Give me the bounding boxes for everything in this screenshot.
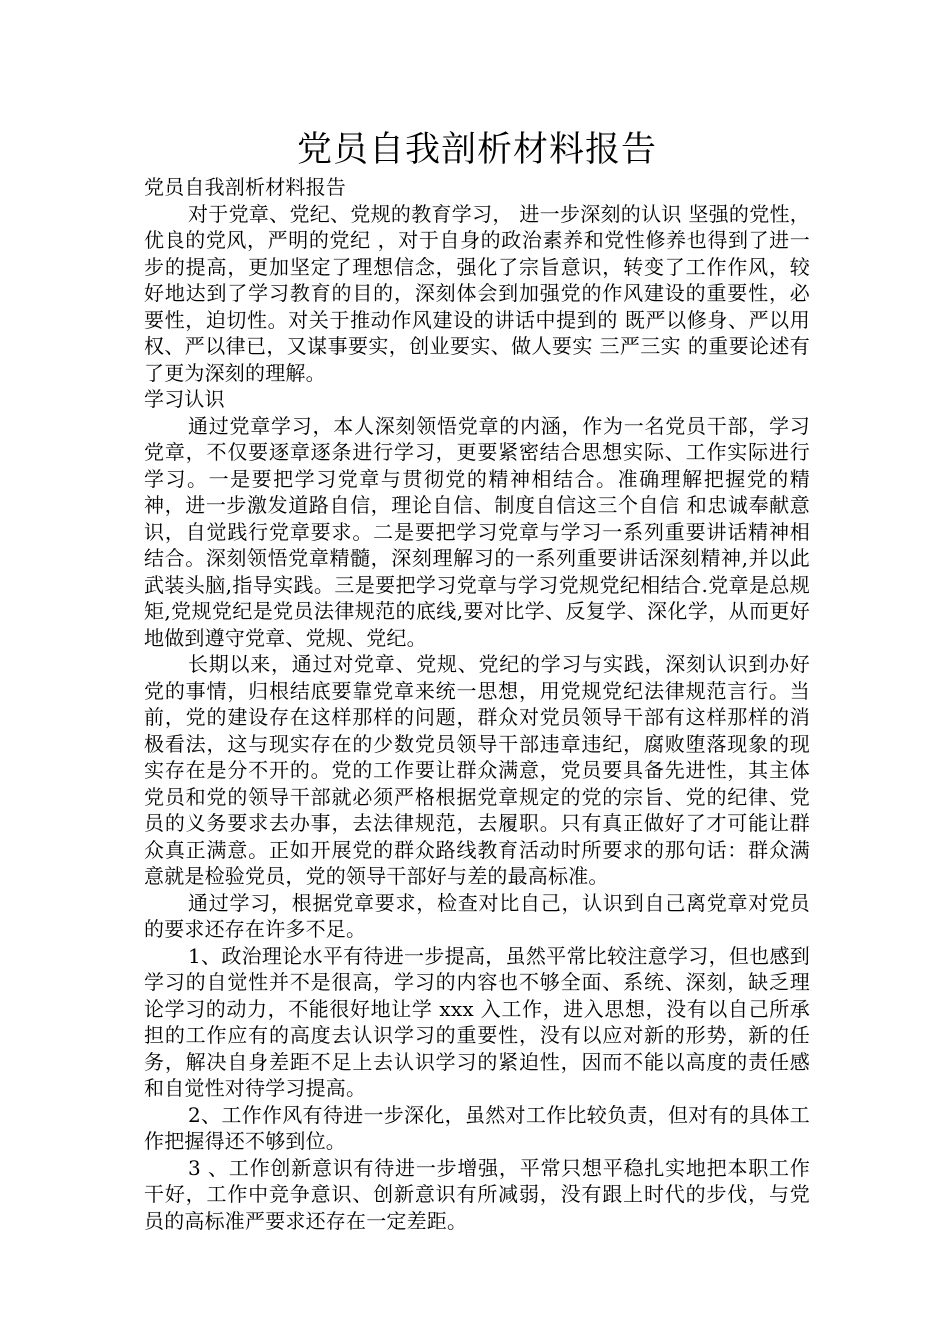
paragraph-study-party-charter: 通过党章学习，本人深刻领悟党章的内涵，作为一名党员干部，学习党章，不仅要逐章逐条进行学习，更要紧密结合思想实际、工作实际进行学习。一是要把学习党章与贯彻党的精神相结合。准确理解把握党的精神，进一步激发道路自信，理论自信、制度自信这三个自信 和忠诚奉献意识，自觉践行党章要求。二是要把学习党章与学习一系列重要讲话精神相结合。深刻领悟党章精髓，深刻理解习的一系列重要讲话深刻精神,并以此武装头脑,指导实践。三是要把学习党章与学习党规党纪相结合.党章是总规矩,党规党纪是党员法律规范的底线,要对比学、反复学、深化学，从而更好地做到遵守党章、党规、党纪。 (144, 413, 810, 650)
paragraph-item-2: 2、工作作风有待进一步深化，虽然对工作比较负责，但对有的具体工作把握得还不够到位。 (144, 1102, 810, 1153)
document-body (144, 174, 810, 1234)
paragraph-intro: 对于党章、党纪、党规的教育学习， 进一步深刻的认识 坚强的党性，优良的党风，严明的党纪 ，对于自身的政治素养和党性修养也得到了进一步的提高，更加坚定了理想信念，强化了宗旨意识，转变了工作作风，较好地达到了学习教育的目的，深刻体会到加强党的作风建设的重要性，必要性，迫切性。对关于推动作风建设的讲话中提到的 既严以修身、严以用权、严以律已，又谋事要实，创业要实、做人要实 三严三实 的重要论述有了更为深刻的理解。 (144, 201, 810, 385)
paragraph-item-3: 3 、工作创新意识有待进一步增强，平常只想平稳扎实地把本职工作干好，工作中竞争意识、创新意识有所减弱，没有跟上时代的步伐，与党员的高标准严要求还存在一定差距。 (144, 1155, 810, 1233)
paragraph-self-check: 通过学习，根据党章要求，检查对比自己，认识到自己离党章对党员的要求还存在许多不足。 (144, 890, 810, 941)
page-title: 党员自我剖析材料报告 (296, 130, 657, 170)
paragraph-item-1: 1、政治理论水平有待进一步提高，虽然平常比较注意学习，但也感到学习的自觉性并不是很高，学习的内容也不够全面、系统、深刻，缺乏理论学习的动力，不能很好地让学 xxx 入工作，进入思想，没有以自己所承担的工作应有的高度去认识学习的重要性，没有以应对新的形势，新的任务，解决自身差距不足上去认识学习的紧迫性，因而不能以高度的责任感和自觉性对待学习提高。 (144, 943, 810, 1100)
section-heading: 学习认识 (144, 387, 225, 411)
document-subtitle: 党员自我剖析材料报告 (144, 175, 346, 199)
document-page (144, 0, 810, 1344)
paragraph-long-term-practice: 长期以来，通过对党章、党规、党纪的学习与实践，深刻认识到办好党的事情，归根结底要靠党章来统一思想，用党规党纪法律规范言行。当前，党的建设存在这样那样的问题，群众对党员领导干部有这样那样的消极看法，这与现实存在的少数党员领导干部违章违纪，腐败堕落现象的现实存在是分不开的。党的工作要让群众满意，党员要具备先进性，其主体党员和党的领导干部就必须严格根据党章规定的党的宗旨、党的纪律、党员的义务要求去办事，去法律规范，去履职。只有真正做好了才可能让群众真正满意。正如开展党的群众路线教育活动时所要求的那句话：群众满意就是检验党员，党的领导干部好与差的最高标准。 (144, 652, 810, 888)
